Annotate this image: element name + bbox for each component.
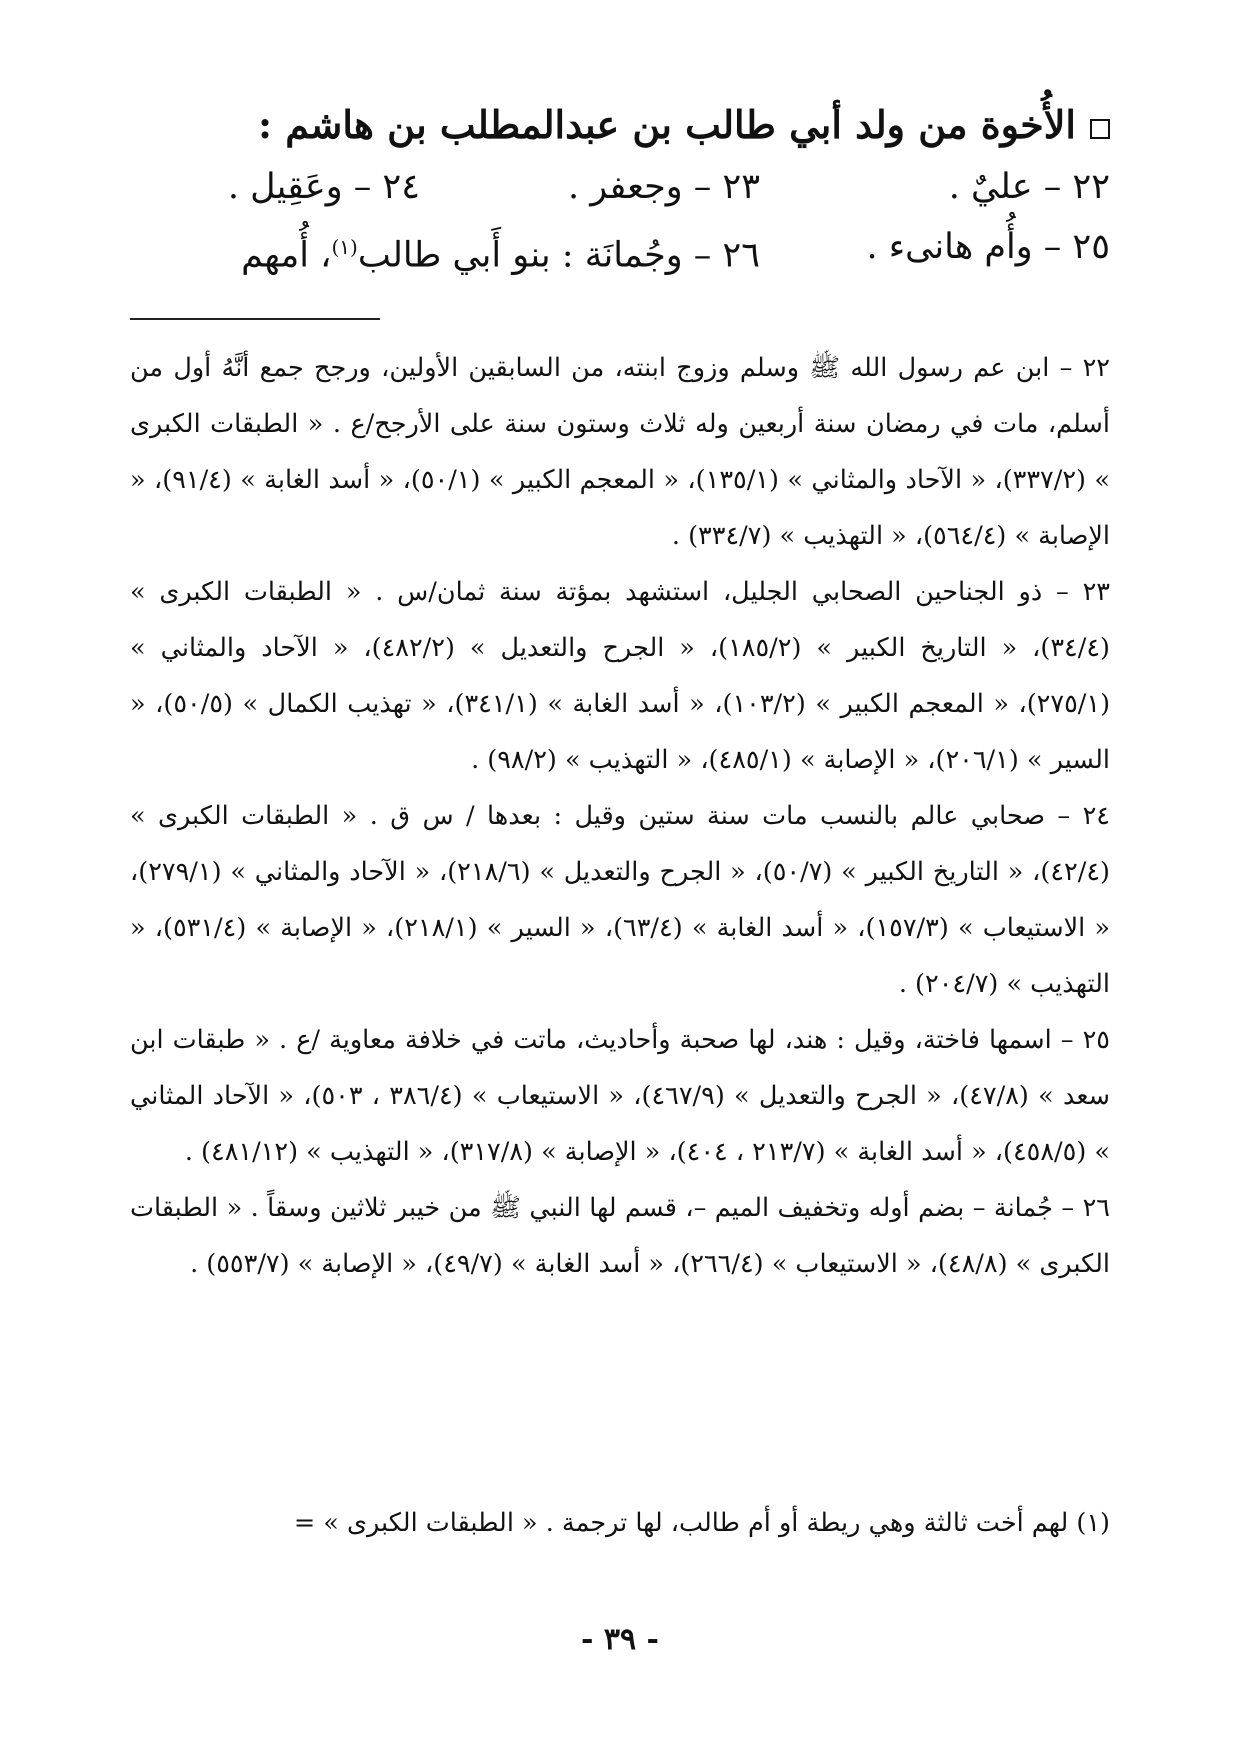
- footnote: (١) لهم أخت ثالثة وهي ريطة أو أم طالب، لها ترجمة . « الطبقات الكبرى » =: [293, 1508, 1110, 1538]
- name-aqil: ٢٤ – وعَقِيل .: [227, 167, 420, 207]
- note-24: ٢٤ – صحابي عالم بالنسب مات سنة ستين وقيل : بعدها / س ق . « الطبقات الكبرى » (٤٢/٤)، « التاريخ الكبير » (٥٠/٧)، « الجرح والتعديل » (٢١٨/٦)، « الآحاد والمثاني » (٢٧٩/١)، « الاستيعاب » (١٥٧/٣)، « أسد الغابة » (٦٣/٤)، « السير » (٢١٨/١)، « الإصابة » (٥٣١/٤)، « التهذيب » (٢٠٤/٧) .: [130, 801, 1111, 999]
- name-jafar: ٢٣ – وجعفر .: [567, 167, 760, 207]
- note-22: ٢٢ – ابن عم رسول الله ﷺ وسلم وزوج ابنته، من السابقين الأولين، ورجح جمع أنَّهُ أول من أسلم، مات في رمضان سنة أربعين وله ثلاث وستون سنة على الأرجح/ع . « الطبقات الكبرى » (٣٣٧/٢)، « الآحاد والمثاني » (١٣٥/١)، « المعجم الكبير » (٥٠/١)، « أسد الغابة » (٩١/٤)، « الإصابة » (٥٦٤/٤)، « التهذيب » (٣٣٤/٧) .: [130, 353, 1111, 551]
- name-jumana: [241, 217, 760, 286]
- document-page: [130, 95, 1110, 1735]
- square-bullet-icon: [1090, 119, 1110, 139]
- name-ali: ٢٢ – عليٌ .: [948, 167, 1110, 207]
- section-heading: [130, 95, 1110, 155]
- note-23: ٢٣ – ذو الجناحين الصحابي الجليل، استشهد بمؤتة سنة ثمان/س . « الطبقات الكبرى » (٣٤/٤)، « التاريخ الكبير » (١٨٥/٢)، « الجرح والتعديل » (٤٨٢/٢)، « الآحاد والمثاني » (٢٧٥/١)، « المعجم الكبير » (١٠٣/٢)، « أسد الغابة » (٣٤١/١)، « تهذيب الكمال » (٥٠/٥)، « السير » (٢٠٦/١)، « الإصابة » (٤٨٥/١)، « التهذيب » (٩٨/٢) .: [130, 577, 1111, 775]
- page-number: - ٣٩ -: [580, 1622, 660, 1657]
- note-25: ٢٥ – اسمها فاختة، وقيل : هند، لها صحبة وأحاديث، ماتت في خلافة معاوية /ع . « طبقات ابن سعد » (٤٧/٨)، « الجرح والتعديل » (٤٦٧/٩)، « الاستيعاب » (٣٨٦/٤ ، ٥٠٣)، « الآحاد المثاني » (٤٥٨/٥)، « أسد الغابة » (٢١٣/٧ ، ٤٠٤)، « الإصابة » (٣١٧/٨)، « التهذيب » (٤٨١/١٢) .: [130, 1025, 1110, 1167]
- footnote-separator: [130, 318, 380, 320]
- footnote-marker: (١): [331, 235, 358, 259]
- section-heading-text: الأُخوة من ولد أبي طالب بن عبدالمطلب بن هاشم :: [257, 102, 1076, 147]
- note-26: ٢٦ – جُمانة – بضم أوله وتخفيف الميم –، قسم لها النبي ﷺ من خيبر ثلاثين وسقاً . « الطبقات الكبرى » (٤٨/٨)، « الاستيعاب » (٢٦٦/٤)، « أسد الغابة » (٤٩/٧)، « الإصابة » (٥٥٣/٧) .: [130, 1193, 1110, 1279]
- names-line-2-end: ، أُمهم: [241, 235, 332, 276]
- name-jumana-text: ٢٦ – وجُمانَة : بنو أَبي طالب: [357, 235, 760, 276]
- names-line-1: [130, 157, 1110, 217]
- notes-list: [130, 340, 1110, 1292]
- names-line-2: [130, 217, 1110, 277]
- name-umm-hani: ٢٥ – وأُم هانىء .: [866, 227, 1110, 267]
